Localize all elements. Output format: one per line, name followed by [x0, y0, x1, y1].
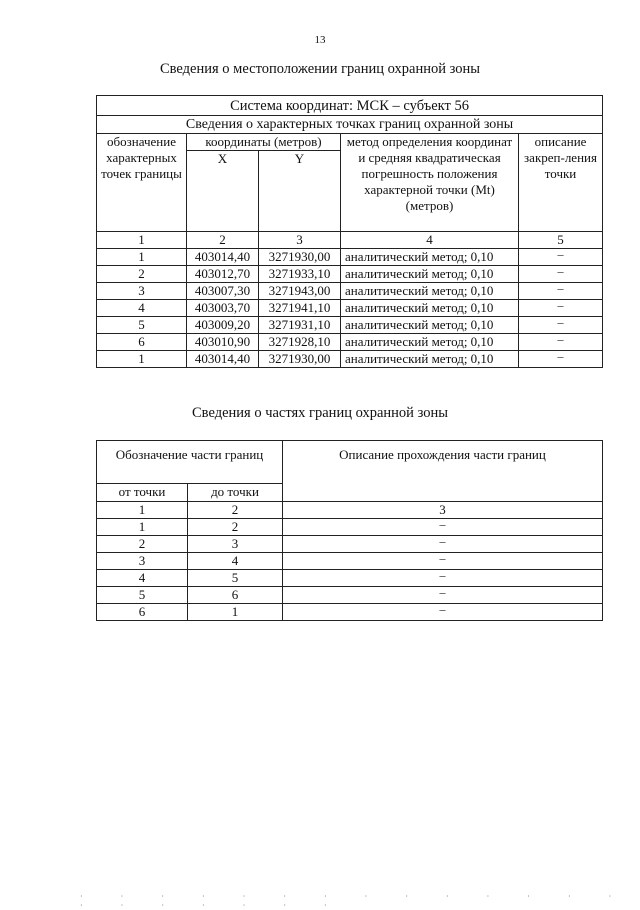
- x-coordinate-cell: 403010,90: [187, 334, 259, 351]
- method-cell: аналитический метод; 0,10: [341, 300, 519, 317]
- part-description-cell: –: [283, 587, 603, 604]
- method-cell: аналитический метод; 0,10: [341, 317, 519, 334]
- from-point-cell: 1: [97, 519, 188, 536]
- x-coordinate-cell: 403009,20: [187, 317, 259, 334]
- to-point-cell: 2: [188, 519, 283, 536]
- to-point-cell: 4: [188, 553, 283, 570]
- to-point-cell: 6: [188, 587, 283, 604]
- x-coordinate-cell: 403003,70: [187, 300, 259, 317]
- from-point-cell: 3: [97, 553, 188, 570]
- header-part-designation: Обозначение части границ: [97, 441, 283, 484]
- section-title-location: Сведения о местоположении границ охранной зоны: [159, 61, 480, 77]
- coordinate-system-label: Система координат: МСК – субъект 56: [97, 96, 603, 116]
- point-number-cell: 6: [97, 334, 187, 351]
- boundary-parts-table: [96, 440, 603, 621]
- y-coordinate-cell: 3271941,10: [259, 300, 341, 317]
- column-number: 5: [519, 232, 603, 249]
- fixing-description-cell: –: [519, 300, 603, 317]
- table-row: [97, 536, 603, 553]
- column-number: 3: [283, 502, 603, 519]
- point-number-cell: 4: [97, 300, 187, 317]
- header-from-point: от точки: [97, 484, 188, 502]
- table-row: [97, 570, 603, 587]
- column-number: 2: [188, 502, 283, 519]
- table-row: [97, 283, 603, 300]
- table-row: [97, 317, 603, 334]
- fixing-description-cell: –: [519, 266, 603, 283]
- table-row: [97, 587, 603, 604]
- fixing-description-cell: –: [519, 283, 603, 300]
- x-coordinate-cell: 403007,30: [187, 283, 259, 300]
- fixing-description-cell: –: [519, 334, 603, 351]
- point-number-cell: 1: [97, 351, 187, 368]
- part-description-cell: –: [283, 553, 603, 570]
- x-coordinate-cell: 403014,40: [187, 351, 259, 368]
- method-cell: аналитический метод; 0,10: [341, 351, 519, 368]
- table-row: [97, 249, 603, 266]
- column-number: 3: [259, 232, 341, 249]
- header-x: X: [187, 151, 259, 232]
- from-point-cell: 4: [97, 570, 188, 587]
- part-description-cell: –: [283, 536, 603, 553]
- part-description-cell: –: [283, 570, 603, 587]
- point-number-cell: 5: [97, 317, 187, 334]
- header-fixing: описание закреп-ления точки: [519, 134, 603, 232]
- point-number-cell: 2: [97, 266, 187, 283]
- table-row: [97, 334, 603, 351]
- column-number: 1: [97, 502, 188, 519]
- table-row: [97, 351, 603, 368]
- header-y: Y: [259, 151, 341, 232]
- coords-table-subtitle: Сведения о характерных точках границ охранной зоны: [97, 116, 603, 134]
- header-to-point: до точки: [188, 484, 283, 502]
- scan-artifact: · · · · · · · · · · · · · · · · · · · · ·: [80, 892, 630, 910]
- to-point-cell: 3: [188, 536, 283, 553]
- method-cell: аналитический метод; 0,10: [341, 334, 519, 351]
- column-number: 4: [341, 232, 519, 249]
- from-point-cell: 5: [97, 587, 188, 604]
- part-description-cell: –: [283, 604, 603, 621]
- coordinates-table: [96, 95, 603, 368]
- column-number: 1: [97, 232, 187, 249]
- fixing-description-cell: –: [519, 351, 603, 368]
- table-row: [97, 519, 603, 536]
- to-point-cell: 5: [188, 570, 283, 587]
- header-description: Описание прохождения части границ: [283, 441, 603, 502]
- header-coordinates: координаты (метров): [187, 134, 341, 151]
- y-coordinate-cell: 3271930,00: [259, 249, 341, 266]
- from-point-cell: 6: [97, 604, 188, 621]
- table-row: [97, 553, 603, 570]
- header-method: метод определения координат и средняя квадратическая погрешность положения характерной точки (Mt) (метров): [341, 134, 519, 232]
- x-coordinate-cell: 403012,70: [187, 266, 259, 283]
- part-description-cell: –: [283, 519, 603, 536]
- y-coordinate-cell: 3271943,00: [259, 283, 341, 300]
- table-row: [97, 266, 603, 283]
- column-number: 2: [187, 232, 259, 249]
- point-number-cell: 1: [97, 249, 187, 266]
- section-title-parts: Сведения о частях границ охранной зоны: [192, 405, 448, 421]
- table-row: [97, 300, 603, 317]
- x-coordinate-cell: 403014,40: [187, 249, 259, 266]
- method-cell: аналитический метод; 0,10: [341, 249, 519, 266]
- fixing-description-cell: –: [519, 249, 603, 266]
- point-number-cell: 3: [97, 283, 187, 300]
- from-point-cell: 2: [97, 536, 188, 553]
- y-coordinate-cell: 3271930,00: [259, 351, 341, 368]
- to-point-cell: 1: [188, 604, 283, 621]
- method-cell: аналитический метод; 0,10: [341, 266, 519, 283]
- table-row: [97, 604, 603, 621]
- header-designation: обозначение характерных точек границы: [97, 134, 187, 232]
- y-coordinate-cell: 3271928,10: [259, 334, 341, 351]
- y-coordinate-cell: 3271931,10: [259, 317, 341, 334]
- y-coordinate-cell: 3271933,10: [259, 266, 341, 283]
- method-cell: аналитический метод; 0,10: [341, 283, 519, 300]
- page-number: 13: [314, 34, 326, 46]
- fixing-description-cell: –: [519, 317, 603, 334]
